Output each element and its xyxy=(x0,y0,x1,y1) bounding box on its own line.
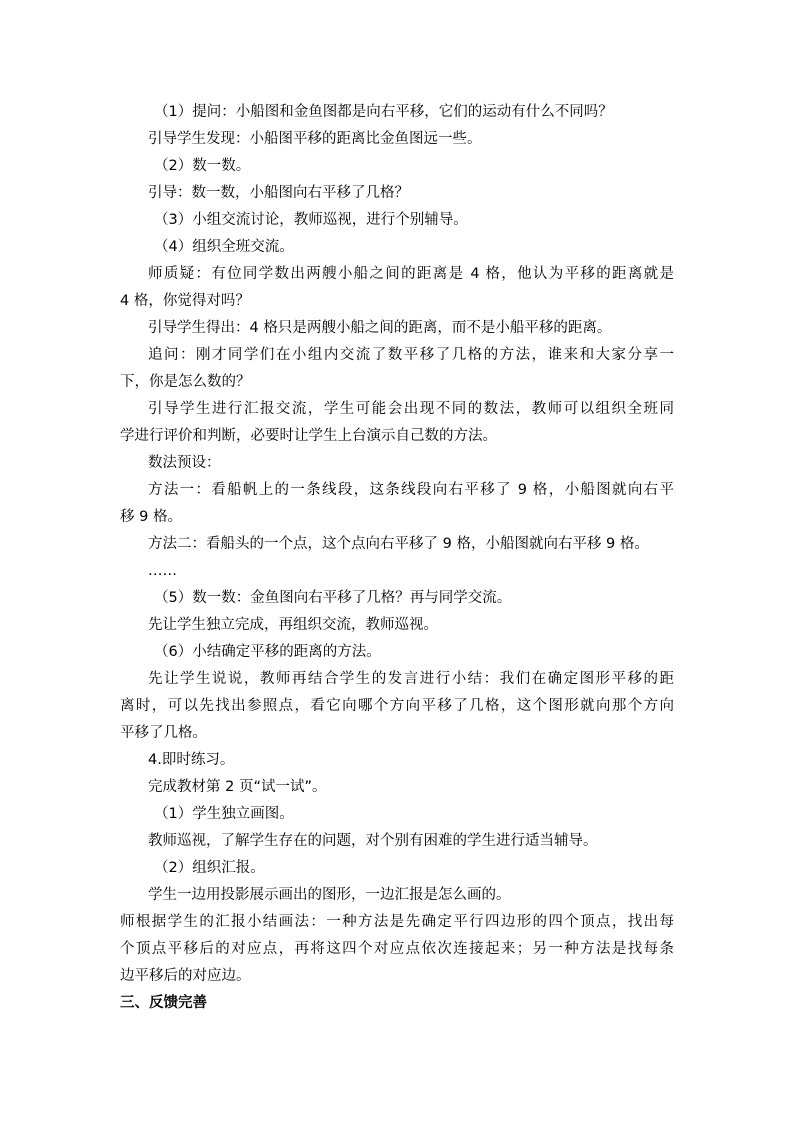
text-line: 平移了几格。 xyxy=(120,725,207,741)
text-line: 追问：刚才同学们在小组内交流了数平移了几格的方法，谁来和大家分享一 xyxy=(148,347,674,363)
text-line: 个顶点平移后的对应点，再将这四个对应点依次连接起来；另一种方法是找每条 xyxy=(120,941,674,957)
text-line: 先让学生独立完成，再组织交流，教师巡视。 xyxy=(148,617,438,633)
text-line: （6）小结确定平移的距离的方法。 xyxy=(154,644,381,660)
text-line: （1）学生独立画图。 xyxy=(154,806,294,822)
text-line: 4.即时练习。 xyxy=(148,752,235,768)
text-line: 引导学生发现：小船图平移的距离比金鱼图远一些。 xyxy=(148,131,482,147)
text-line: 方法二：看船头的一个点，这个点向右平移了 9 格，小船图就向右平移 9 格。 xyxy=(148,536,649,552)
text-line: 下，你是怎么数的？ xyxy=(120,374,251,390)
text-line: （5）数一数：金鱼图向右平移了几格？再与同学交流。 xyxy=(154,590,512,606)
text-line: 引导学生进行汇报交流，学生可能会出现不同的数法，教师可以组织全班同 xyxy=(148,401,674,417)
text-line: 4 格，你觉得对吗？ xyxy=(120,293,250,309)
text-line: （2）数一数。 xyxy=(154,158,251,174)
text-line: 方法一：看船帆上的一条线段，这条线段向右平移了 9 格，小船图就向右平 xyxy=(148,482,674,498)
text-line: （1）提问：小船图和金鱼图都是向右平移，它们的运动有什么不同吗？ xyxy=(154,104,613,120)
text-line: 教师巡视，了解学生存在的问题，对个别有困难的学生进行适当辅导。 xyxy=(148,833,598,849)
text-line: （2）组织汇报。 xyxy=(154,860,265,876)
section-heading: 三、反馈完善 xyxy=(120,995,207,1011)
text-line: 先让学生说说，教师再结合学生的发言进行小结：我们在确定图形平移的距 xyxy=(148,671,674,687)
text-line: 引导学生得出：4 格只是两艘小船之间的距离，而不是小船平移的距离。 xyxy=(148,320,612,336)
text-line: 离时，可以先找出参照点，看它向哪个方向平移了几格，这个图形就向那个方向 xyxy=(120,698,674,714)
text-line: 移 9 格。 xyxy=(120,509,182,525)
text-line: …… xyxy=(148,563,177,579)
text-line: 完成教材第 2 页“试一试”。 xyxy=(148,779,327,795)
text-line: 数法预设： xyxy=(148,455,221,471)
text-line: 边平移后的对应边。 xyxy=(120,968,251,984)
text-line: 学进行评价和判断，必要时让学生上台演示自己数的方法。 xyxy=(120,428,497,444)
text-line: 师根据学生的汇报小结画法：一种方法是先确定平行四边形的四个顶点，找出每 xyxy=(120,914,674,930)
text-line: 学生一边用投影展示画出的图形，一边汇报是怎么画的。 xyxy=(148,887,511,903)
text-line: 引导：数一数，小船图向右平移了几格？ xyxy=(148,185,409,201)
text-line: （4）组织全班交流。 xyxy=(154,239,294,255)
text-line: 师质疑：有位同学数出两艘小船之间的距离是 4 格，他认为平移的距离就是 xyxy=(148,266,674,282)
text-line: （3）小组交流讨论，教师巡视，进行个别辅导。 xyxy=(154,212,468,228)
